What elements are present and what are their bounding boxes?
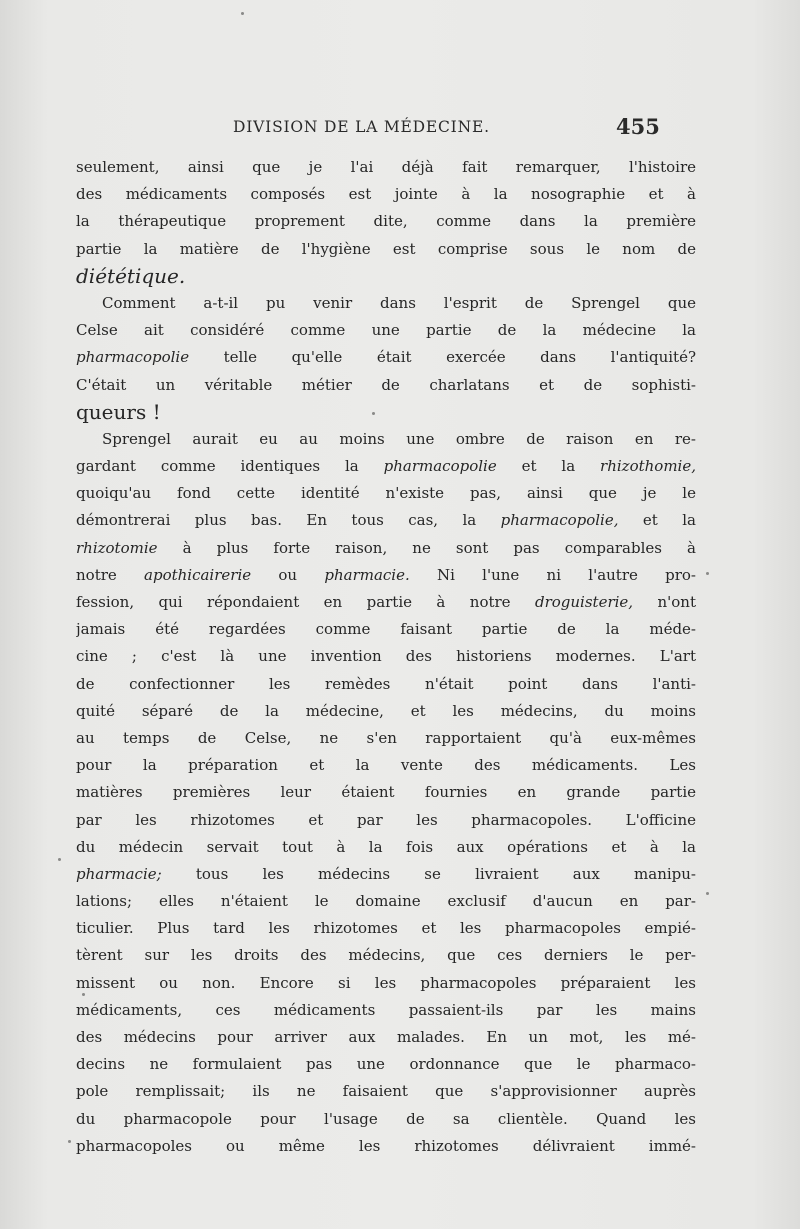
- text-line: médicaments, ces médicaments passaient-ils par les mains: [76, 1000, 696, 1019]
- text-line: decins ne formulaient pas une ordonnance que le pharmaco-: [76, 1055, 696, 1074]
- text-line: matières premières leur étaient fournies en grande partie: [76, 783, 696, 802]
- text-line: démontrerai plus bas. En tous cas, la pharmacopolie, et la: [76, 511, 696, 530]
- text-line: quité séparé de la médecine, et les médecins, du moins: [76, 701, 696, 720]
- text-line: du médecin servait tout à la fois aux opérations et à la: [76, 837, 696, 856]
- paper-speck: [706, 572, 709, 575]
- text-line: de confectionner les remèdes n'était point dans l'anti-: [76, 674, 696, 693]
- text-line: partie la matière de l'hygiène est comprise sous le nom de: [76, 239, 696, 258]
- text-line: pour la préparation et la vente des médicaments. Les: [76, 756, 696, 775]
- paper-speck: [372, 412, 375, 415]
- text-line: notre apothicairerie ou pharmacie. Ni l'une ni l'autre pro-: [76, 565, 696, 584]
- text-line: des médicaments composés est jointe à la nosographie et à: [76, 185, 696, 204]
- page-header: [0, 114, 800, 144]
- text-line: du pharmacopole pour l'usage de sa clientèle. Quand les: [76, 1109, 696, 1128]
- text-line: Comment a-t-il pu venir dans l'esprit de Sprengel que: [102, 293, 696, 312]
- text-line: quoiqu'au fond cette identité n'existe pas, ainsi que je le: [76, 484, 696, 503]
- text-line: ticulier. Plus tard les rhizotomes et les pharmacopoles empié-: [76, 919, 696, 938]
- text-line: seulement, ainsi que je l'ai déjà fait remarquer, l'histoire: [76, 158, 696, 176]
- text-line: la thérapeutique proprement dite, comme dans la première: [76, 212, 696, 231]
- text-line: rhizotomie à plus forte raison, ne sont pas comparables à: [76, 538, 696, 557]
- text-line: par les rhizotomes et par les pharmacopoles. L'officine: [76, 810, 696, 829]
- text-line: fession, qui répondaient en partie à notre droguisterie, n'ont: [76, 593, 696, 611]
- text-line: C'était un véritable métier de charlatans et de sophisti-: [76, 375, 696, 394]
- text-line: pharmacopolie telle qu'elle était exercée dans l'antiquité?: [76, 348, 696, 367]
- paper-speck: [68, 1140, 71, 1143]
- running-title: DIVISION DE LA MÉDECINE.: [233, 118, 490, 136]
- text-line: pole remplissait; ils ne faisaient que s'approvisionner auprès: [76, 1082, 696, 1101]
- text-line: pharmacopoles ou même les rhizotomes délivraient immé-: [76, 1136, 696, 1155]
- text-line: au temps de Celse, ne s'en rapportaient qu'à eux-mêmes: [76, 728, 696, 747]
- paper-speck: [241, 12, 244, 15]
- paper-speck: [58, 858, 61, 861]
- text-line: Sprengel aurait eu au moins une ombre de raison en re-: [102, 429, 696, 448]
- text-line: diététique.: [76, 263, 186, 288]
- text-line: lations; elles n'étaient le domaine exclusif d'aucun en par-: [76, 892, 696, 911]
- text-line: queurs !: [76, 399, 161, 424]
- page-number: 455: [616, 114, 660, 139]
- text-line: pharmacie; tous les médecins se livraient aux manipu-: [76, 864, 696, 883]
- text-line: cine ; c'est là une invention des historiens modernes. L'art: [76, 647, 696, 666]
- text-line: Celse ait considéré comme une partie de la médecine la: [76, 321, 696, 340]
- text-line: jamais été regardées comme faisant partie de la méde-: [76, 620, 696, 639]
- text-line: tèrent sur les droits des médecins, que ces derniers le per-: [76, 946, 696, 965]
- body-text: [76, 154, 696, 1160]
- paper-speck: [82, 993, 85, 996]
- paper-speck: [706, 892, 709, 895]
- text-line: gardant comme identiques la pharmacopolie et la rhizothomie,: [76, 457, 696, 476]
- text-line: missent ou non. Encore si les pharmacopoles préparaient les: [76, 973, 696, 992]
- text-line: des médecins pour arriver aux malades. En un mot, les mé-: [76, 1028, 696, 1046]
